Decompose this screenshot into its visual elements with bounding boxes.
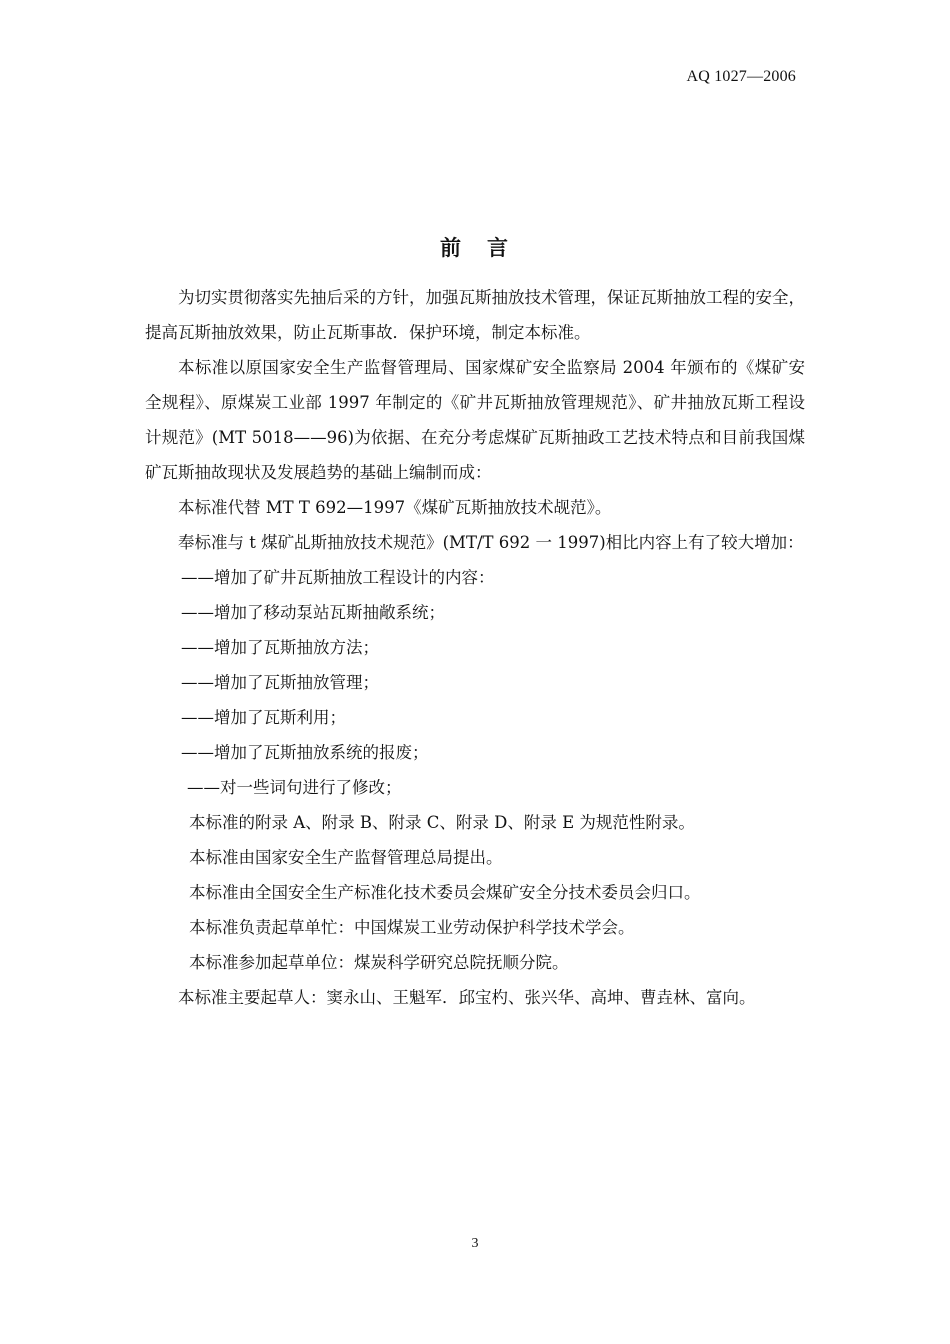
standard-code: AQ 1027—2006 — [686, 68, 796, 85]
paragraph-appendix: 本标准的附录 A、附录 B、附录 C、附录 D、附录 E 为规范性附录。 — [189, 813, 695, 832]
change-item: ——对一些词句进行了修改； — [187, 778, 402, 797]
change-item: ——增加了瓦斯抽放方法； — [181, 638, 379, 657]
paragraph-committee: 本标准由全国安全生产标准化技术委员会煤矿安全分技术委员会归口。 — [189, 883, 701, 902]
page-title: 前言 — [440, 236, 534, 260]
foreword-body — [145, 280, 805, 1015]
change-item: ——增加了瓦斯抽放管理； — [181, 673, 379, 692]
paragraph-proposer: 本标准由国家安全生产监督管理总局提出。 — [189, 848, 503, 867]
paragraph-drafters: 本标准主要起草人：窦永山、王魁军．邱宝杓、张兴华、高坤、曹垚林、富向。 — [178, 988, 756, 1007]
change-item: ——增加了瓦斯利用； — [181, 708, 346, 727]
paragraph-drafting-unit: 本标准负责起草单忙：中国煤炭工业劳动保护科学技术学会。 — [189, 918, 635, 937]
change-item: ——增加了矿井瓦斯抽放工程设计的内容： — [181, 568, 495, 587]
page-number: 3 — [471, 1236, 479, 1251]
paragraph-comparison: 奉标准与 t 煤矿乩斯抽放技术规范》(MT/T 692 一 1997)相比内容上有了较大增加： — [178, 533, 804, 552]
change-item: ——增加了移动泵站瓦斯抽敞系统； — [181, 603, 445, 622]
paragraph-basis: 本标准以原国家安全生产监督管理局、国家煤矿安全监察局 2004 年颁布的《煤矿安全规程》、原煤炭工业部 1997 年制定的《矿井瓦斯抽放管理规范》、矿井抽放瓦斯工程设计规范》(MT 5018——96)为依据、在充分考虑煤矿瓦斯抽政工艺技术特点和目前我国煤矿瓦斯抽故现状及发展趋势的基础上编制而成： — [145, 358, 805, 482]
paragraph-replaces: 本标准代替 MT T 692—1997《煤矿瓦斯抽放技术觇范》。 — [178, 498, 612, 517]
paragraph-participating-unit: 本标准参加起草单位：煤炭科学研究总院抚顺分院。 — [189, 953, 569, 972]
change-item: ——增加了瓦斯抽放系统的报废； — [181, 743, 429, 762]
paragraph-purpose: 为切实贯彻落实先抽后采的方针，加强瓦斯抽放技术管理，保证瓦斯抽放工程的安全，提高瓦斯抽放效果，防止瓦斯事故．保护环境，制定本标准。 — [145, 288, 805, 342]
